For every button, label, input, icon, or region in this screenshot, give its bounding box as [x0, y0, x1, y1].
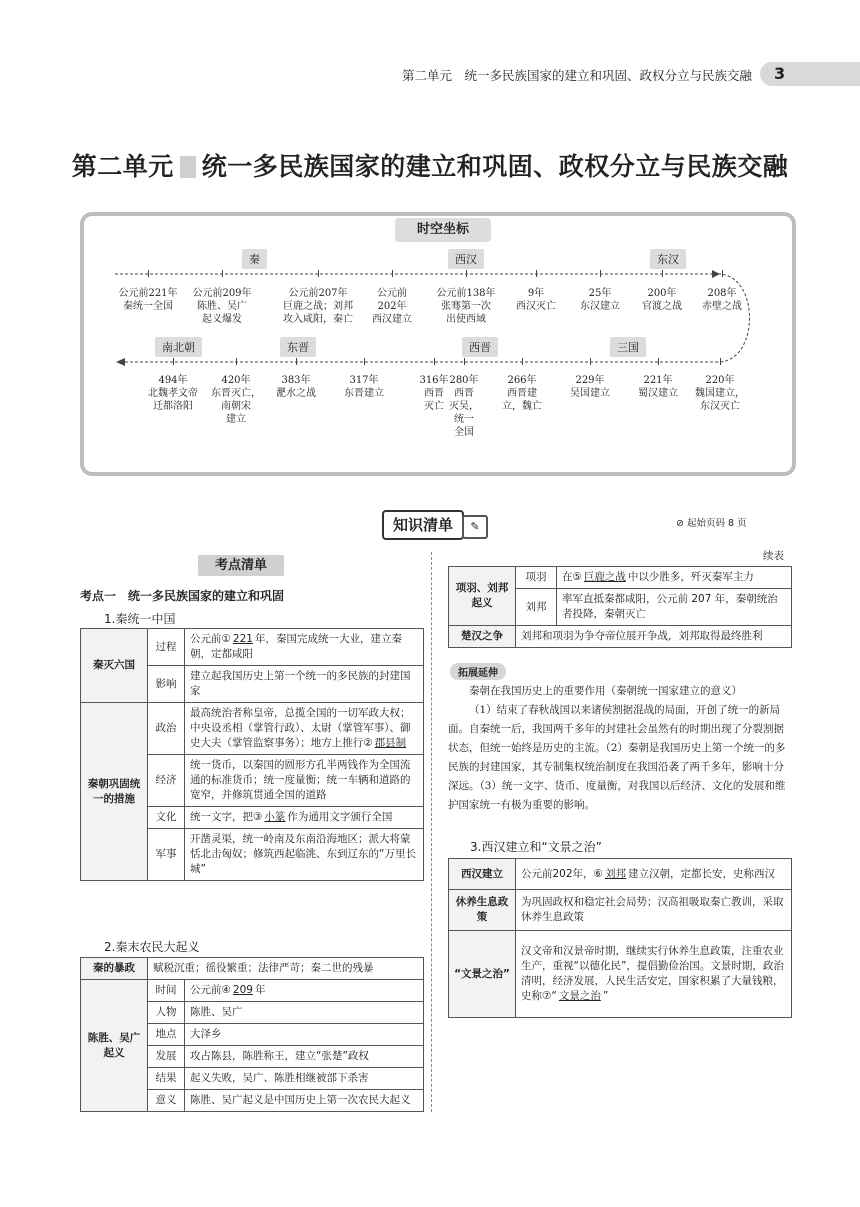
row-key: 军事: [148, 829, 185, 881]
running-header: 第二单元 统一多民族国家的建立和巩固、政权分立与民族交融: [401, 68, 752, 83]
timeline-tick: [434, 358, 435, 365]
text: 年: [254, 984, 266, 996]
page-note-text: 起始页码 8 页: [686, 518, 747, 529]
timeline-event: 公元前 202年 西汉建立: [372, 288, 412, 325]
table-chu-han: [448, 566, 792, 648]
dynasty-label: 西汉: [448, 249, 484, 269]
row-header: 秦的暴政: [81, 958, 148, 980]
row-key: 时间: [148, 980, 185, 1002]
timeline-tick: [466, 270, 467, 277]
row-value: [185, 703, 424, 755]
row-value: [557, 567, 792, 589]
timeline-event: 208年 赤壁之战: [702, 288, 742, 312]
row-key: 结果: [148, 1068, 185, 1090]
subsection-title: 1.秦统一中国: [104, 612, 176, 626]
timeline-event: 公元前207年 巨鹿之战；刘邦 攻入咸阳，秦亡: [283, 288, 353, 325]
timeline-event: 229年 吴国建立: [570, 375, 610, 399]
timeline-tick: [522, 358, 523, 365]
timeline-tick: [464, 358, 465, 365]
table-row: [81, 980, 424, 1002]
text: 汉文帝和汉景帝时期，继续实行休养生息政策，注重农业生产，重视“以德化民”，提倡勤俭治国。文景时期，政治清明，经济发展，人民生活安定，国家积累了大量钱粮，史称⑦“: [521, 945, 784, 1002]
text: 作为通用文字颁行全国: [287, 811, 393, 823]
timeline-tick: [658, 358, 659, 365]
row-value: 开凿灵渠，统一岭南及东南沿海地区；派大将蒙恬北击匈奴；修筑西起临洮、东到辽东的“万里长城”: [185, 829, 424, 881]
text: 最高统治者称皇帝，总揽全国的一切军政大权；中央设丞相（掌管行政）、太尉（掌管军事）、御史大夫（掌管监察事务）；地方上推行②: [190, 707, 411, 749]
unit-title-left: 第二单元: [71, 152, 174, 181]
timeline-event: 公元前209年 陈胜、吴广 起义爆发: [192, 288, 252, 325]
timeline-event: 383年 淝水之战: [276, 375, 316, 399]
table-western-han: [448, 858, 792, 1018]
timeline-event: 317年 东晋建立: [344, 375, 384, 399]
timeline-tick: [722, 270, 723, 277]
timeline-event: 200年 官渡之战: [642, 288, 682, 312]
table-row: [81, 958, 424, 980]
row-header: 西汉建立: [449, 859, 516, 890]
dynasty-label: 东晋: [280, 337, 316, 357]
row-header: 楚汉之争: [449, 626, 516, 648]
timeline-tick: [296, 358, 297, 365]
section-title: 考点一 统一多民族国家的建立和巩固: [80, 589, 285, 603]
row-header: 秦灭六国: [81, 629, 148, 703]
answer-blank: 巨鹿之战: [583, 571, 626, 583]
timeline-event: 420年 东晋灭亡， 南朝宋 建立: [211, 375, 261, 425]
table-row: [449, 567, 792, 589]
table-row: [81, 629, 424, 666]
knowledge-banner: 知识清单: [382, 510, 464, 540]
answer-blank: 小篆: [264, 811, 286, 823]
timeline-event: 9年 西汉灭亡: [516, 288, 556, 312]
subsection-title: 3.西汉建立和“文景之治”: [470, 840, 602, 854]
dynasty-label: 西晋: [462, 337, 498, 357]
timeline-event: 316年 西晋 灭亡: [419, 375, 449, 412]
timeline-tick: [236, 358, 237, 365]
page-note: ⊘ 起始页码 8 页: [676, 518, 747, 529]
row-value: 率军直抵秦都咸阳，公元前 207 年，秦朝统治者投降，秦朝灭亡: [557, 589, 792, 626]
row-header: 秦朝巩固统一的措施: [81, 703, 148, 881]
timeline-heading: 时空坐标: [395, 218, 491, 242]
timeline-tick: [600, 270, 601, 277]
extension-body: （1）结束了春秋战国以来诸侯割据混战的局面，开创了统一的新局面。自秦统一后，我国两千多年的封建社会虽然有的时期出现了分裂割据状态，但统一始终是历史的主流。（2）秦朝是我国历史上第一个统一的多民族的封建国家，其专制集权统治制度在我国沿袭了两千多年，影响十分深远。（3）统一文字、货币、度量衡，对我国以后经济、文化的发展和维护国家统一有极为重要的影响。: [448, 704, 786, 811]
text: 统一文字，把③: [190, 811, 263, 823]
row-header: “文景之治”: [449, 931, 516, 1018]
timeline-tick: [148, 270, 149, 277]
row-key: 人物: [148, 1002, 185, 1024]
row-header: 休养生息政策: [449, 890, 516, 931]
dynasty-label: 东汉: [650, 249, 686, 269]
timeline-tick: [536, 270, 537, 277]
notebook-pen-icon: ✎: [462, 515, 488, 539]
subsection-title: 2.秦末农民大起义: [104, 940, 200, 954]
dynasty-label: 三国: [610, 337, 646, 357]
row-value: 刘邦和项羽为争夺帝位展开争战，刘邦取得最终胜利: [516, 626, 792, 648]
row-header: 陈胜、吴广起义: [81, 980, 148, 1112]
row-key: 政治: [148, 703, 185, 755]
column-divider: [431, 552, 432, 1112]
row-key: 发展: [148, 1046, 185, 1068]
row-key: 意义: [148, 1090, 185, 1112]
extension-tag: 拓展延伸: [450, 663, 506, 680]
table-qin-unification: [80, 628, 424, 881]
text: 陈胜、吴广: [190, 1006, 243, 1018]
timeline-event: 25年 东汉建立: [580, 288, 620, 312]
row-value: 为巩固政权和稳定社会局势；汉高祖吸取秦亡教训，采取休养生息政策: [516, 890, 792, 931]
row-value: 建立起我国历史上第一个统一的多民族的封建国家: [185, 666, 424, 703]
text: 建立汉朝，定都长安，史称西汉: [627, 867, 775, 880]
row-key: 项羽: [516, 567, 557, 589]
row-key: 过程: [148, 629, 185, 666]
row-key: 文化: [148, 807, 185, 829]
timeline-event: 266年 西晋建 立，魏亡: [502, 375, 542, 412]
timeline-tick: [392, 270, 393, 277]
dynasty-label: 秦: [242, 249, 267, 269]
table-row: [81, 703, 424, 755]
row-value: [516, 859, 792, 890]
text: 公元前④: [190, 984, 231, 996]
table-row: [449, 931, 792, 1018]
row-key: 刘邦: [516, 589, 557, 626]
row-key: 经济: [148, 755, 185, 807]
table-peasant-uprising: [80, 957, 424, 1112]
timeline-tick: [364, 358, 365, 365]
answer-blank: 209: [232, 984, 253, 996]
kaodian-tag: 考点清单: [198, 555, 284, 576]
row-key: 影响: [148, 666, 185, 703]
answer-blank: 221: [232, 633, 253, 645]
unit-title-right: 统一多民族国家的建立和巩固、政权分立与民族交融: [201, 152, 789, 181]
text: 公元前①: [190, 633, 231, 645]
timeline-tick: [222, 270, 223, 277]
timeline-event: 公元前221年 秦统一全国: [118, 288, 178, 312]
row-value: [185, 980, 424, 1002]
timeline-tick: [590, 358, 591, 365]
timeline-event: 公元前138年 张骞第一次 出使西域: [436, 288, 496, 325]
timeline-event: 221年 蜀汉建立: [638, 375, 678, 399]
timeline-event: 220年 魏国建立， 东汉灭亡: [695, 375, 745, 412]
page-number: 3: [774, 64, 786, 83]
row-value: 赋税沉重；徭役繁重；法律严苛；秦二世的残暴: [148, 958, 424, 980]
text: 攻占陈县，陈胜称王，建立“张楚”政权: [190, 1050, 369, 1062]
row-value: [185, 1024, 424, 1046]
answer-blank: 郡县制: [374, 737, 407, 749]
dynasty-label: 南北朝: [155, 337, 202, 357]
table-row: [449, 859, 792, 890]
timeline-tick: [720, 358, 721, 365]
text: 在⑤: [562, 571, 582, 583]
row-value: [185, 1002, 424, 1024]
text: 公元前202年，⑥: [521, 867, 603, 880]
extension-title: 秦朝在我国历史上的重要作用（秦朝统一国家建立的意义）: [469, 685, 742, 697]
timeline-event: 494年 北魏孝文帝 迁都洛阳: [148, 375, 198, 412]
table-row: [449, 890, 792, 931]
continued-label: 续表: [763, 550, 784, 562]
answer-blank: 文景之治: [558, 990, 601, 1002]
text: 年，秦国完成统一大业，建立秦朝，定都咸阳: [190, 633, 402, 660]
row-value: [185, 1068, 424, 1090]
answer-blank: 刘邦: [604, 867, 626, 880]
text: 起义失败，吴广、陈胜相继被部下杀害: [190, 1072, 369, 1084]
text: 陈胜、吴广起义是中国历史上第一次农民大起义: [190, 1094, 411, 1106]
timeline-tick: [318, 270, 319, 277]
timeline-event: 280年 西晋 灭吴， 统一 全国: [449, 375, 479, 438]
row-value: [185, 629, 424, 666]
text: ”: [602, 990, 609, 1002]
row-value: [185, 807, 424, 829]
row-key: 地点: [148, 1024, 185, 1046]
row-value: [185, 1046, 424, 1068]
row-header: 项羽、刘邦起义: [449, 567, 516, 626]
row-value: [185, 1090, 424, 1112]
text: 大泽乡: [190, 1028, 222, 1040]
row-value: 统一货币，以秦国的圆形方孔半两钱作为全国流通的标准货币；统一度量衡；统一车辆和道路的宽窄，并修筑贯通全国的道路: [185, 755, 424, 807]
row-value: [516, 931, 792, 1018]
timeline-tick: [662, 270, 663, 277]
timeline-tick: [173, 358, 174, 365]
text: 中以少胜多，歼灭秦军主力: [627, 571, 754, 583]
table-row: [449, 626, 792, 648]
